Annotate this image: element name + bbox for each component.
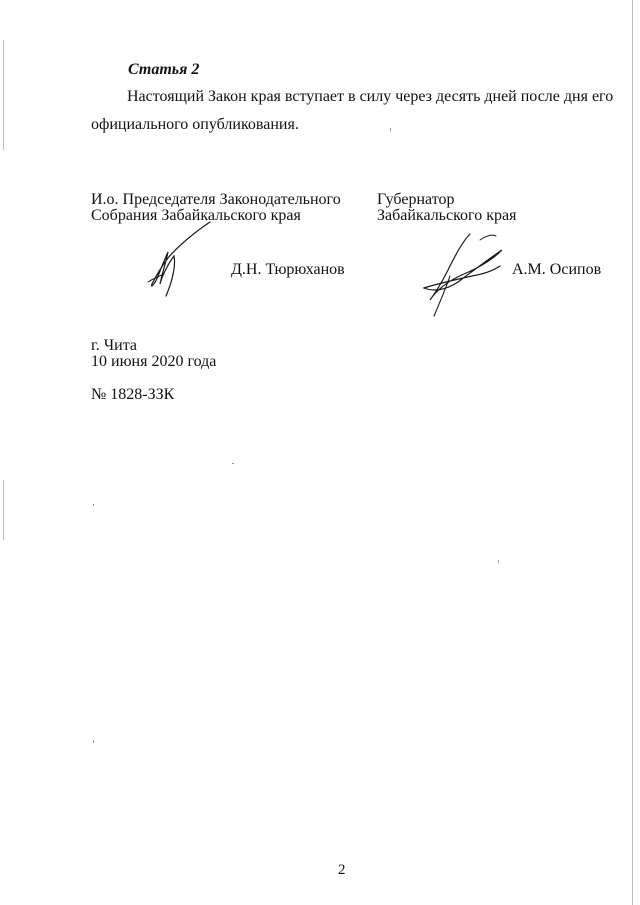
scan-speck [498,560,499,563]
scan-speck [232,463,234,464]
scan-speck [390,128,391,131]
city: г. Чита [91,337,138,354]
right-signatory-title-line-2: Забайкальского края [377,207,517,224]
left-signatory-name: Д.Н. Тюрюханов [231,261,345,278]
law-number: № 1828-ЗЗК [91,386,175,403]
date: 10 июня 2020 года [91,353,217,370]
left-handwritten-signature [140,218,220,298]
right-signatory-name: А.М. Осипов [512,261,602,278]
scan-edge-mark [632,0,633,905]
scan-edge-mark [3,480,4,540]
left-signatory-title-line-1: И.о. Председателя Законодательного [91,191,341,208]
right-signatory-title-line-1: Губернатор [377,191,455,208]
scan-speck [93,740,94,743]
scan-speck [93,504,94,506]
left-signatory-title-line-2: Собрания Забайкальского края [91,207,301,224]
right-handwritten-signature [410,230,510,322]
article-text-line-2: официального опубликования. [91,116,299,133]
article-text-line-1: Настоящий Закон края вступает в силу через десять дней после дня его [127,88,614,105]
scan-edge-mark [3,40,4,150]
article-heading: Статья 2 [128,61,200,78]
page-number: 2 [338,862,346,878]
